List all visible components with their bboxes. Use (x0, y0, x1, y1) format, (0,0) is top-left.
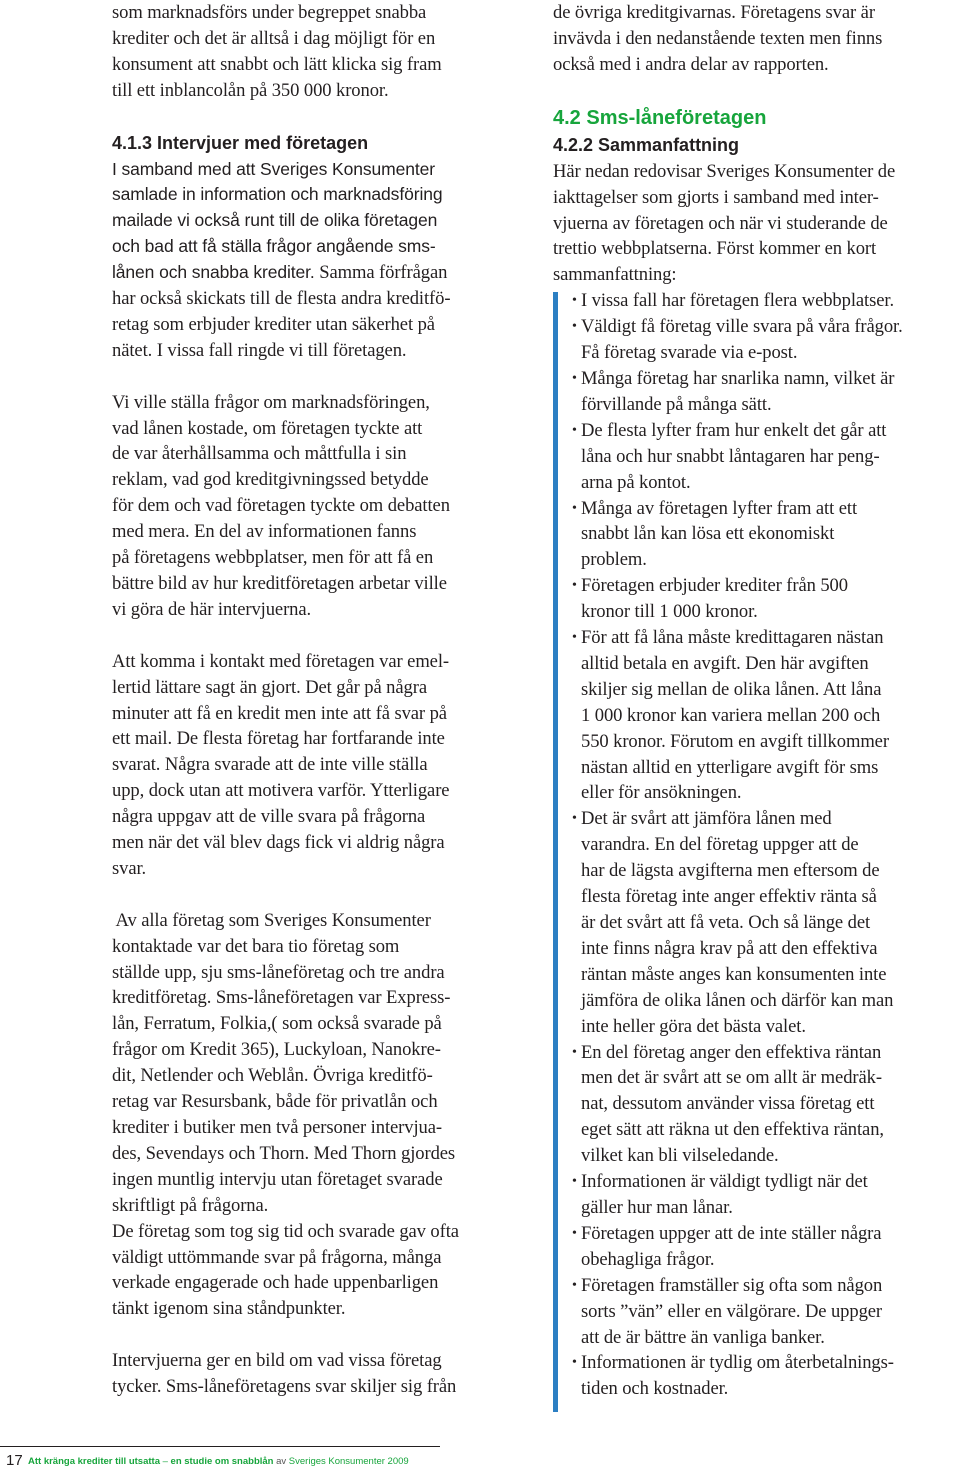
text-line: Av alla företag som Sveriges Konsumenter (112, 909, 431, 931)
bullet-line: jämföra de olika lånen och därför kan man (581, 989, 894, 1011)
bullet-line: Få företag svarade via e-post. (581, 342, 798, 364)
bullet-item (572, 573, 960, 625)
text-line: vjuerna av företagen och när vi studerande de (553, 212, 888, 234)
bullet-line: sorts ”vän” eller en välgörare. De uppger (581, 1300, 883, 1322)
bullet-item (572, 1350, 960, 1402)
text-line: vad lånen kostade, om företagen tyckte att (112, 417, 423, 439)
summary-bullet-list (553, 288, 960, 1402)
bullet-line: Det är svårt att jämföra lånen med (581, 808, 832, 830)
bullet-dot: • (572, 578, 577, 594)
bullet-line: att de är bättre än vanliga banker. (581, 1326, 825, 1348)
bullet-line: har de lägsta avgifterna men eftersom de (581, 860, 880, 882)
text-line: skriftligt på frågorna. (112, 1194, 269, 1216)
bullet-line: eller för ansökningen. (581, 782, 742, 804)
bullet-item (572, 1273, 960, 1351)
right-column (553, 0, 960, 1402)
bullet-item (572, 314, 960, 366)
bullet-line: alltid betala en avgift. Den här avgiften (581, 652, 869, 674)
bullet-dot: • (572, 1225, 577, 1241)
spacer (553, 78, 960, 104)
section-heading-4-1-3: 4.1.3 Intervjuer med företagen (112, 132, 369, 153)
footer-subtitle: en studie om snabblån (170, 1456, 274, 1467)
text-line: samlade in information och marknadsföring (112, 184, 443, 205)
bullet-line: En del företag anger den effektiva räntan (581, 1041, 882, 1063)
bullet-line: Företagen framställer sig ofta som någon (581, 1274, 883, 1296)
text-line: på företagens webbplatser, men för att få en (112, 547, 434, 569)
bullet-line: Företagen erbjuder krediter från 500 (581, 575, 848, 597)
text-line: bättre bild av hur kreditföretagen arbetar ville (112, 573, 447, 594)
text-line: ställde upp, sju sms-låneföretag och tre andra (112, 961, 445, 983)
text-line: som marknadsförs under begreppet snabba (112, 2, 427, 23)
companies-paragraph (112, 908, 528, 1323)
text-line: Vi ville ställa frågor om marknadsföringen, (112, 391, 430, 413)
bullet-line: 550 kronor. Förutom en avgift tillkommer (581, 730, 889, 752)
text-line: des, Sevendays och Thorn. Med Thorn gjordes (112, 1142, 456, 1164)
text-line: svar. (112, 857, 147, 879)
text-line: konsument att snabbt och lätt klicka sig fram (112, 53, 442, 75)
intro-paragraph (112, 0, 528, 104)
bullet-list-accent-bar (553, 292, 558, 1412)
text-line: trettio webbplatserna. Först kommer en kort (553, 238, 877, 260)
bullet-line: förvillande på många sätt. (581, 393, 772, 415)
bullet-line: gäller hur man lånar. (581, 1196, 733, 1218)
spacer (112, 1322, 528, 1348)
text-line: med mera. En del av informationen fanns (112, 521, 417, 543)
spacer (112, 364, 528, 390)
conclusion-paragraph (112, 1348, 528, 1400)
text-line: dit, Netlender och Weblån. Övriga kreditfö- (112, 1065, 433, 1087)
left-column (112, 0, 528, 1400)
spacer (112, 882, 528, 908)
bullet-line: Informationen är väldigt tydligt när det (581, 1171, 868, 1193)
text-line: ingen muntlig intervju utan företaget svarade (112, 1168, 443, 1190)
section-heading-4-2-2: 4.2.2 Sammanfattning (553, 134, 740, 155)
text-line: ett mail. De flesta företag har fortfarande inte (112, 728, 445, 750)
bullet-line: nästan alltid en ytterligare avgift för sms (581, 756, 879, 778)
text-line: lertid lättare sagt än gjort. Det går på några (112, 676, 427, 698)
text-line: väldigt uttömmande svar på frågorna, många (112, 1246, 442, 1268)
text-line: kontaktade var det bara tio företag som (112, 935, 400, 957)
bullet-dot: • (572, 370, 577, 386)
bullet-line: räntan måste anges kan konsumenten inte (581, 963, 887, 985)
page-footer (0, 1446, 960, 1473)
text-line: minuter att få en kredit men inte att få svar på (112, 702, 447, 724)
text-line: retag som erbjuder krediter utan säkerhet på (112, 313, 435, 335)
text-segment: lånen och snabba krediter. (112, 262, 315, 283)
bullet-item (572, 1040, 960, 1170)
footer-org: Sveriges Konsumenter 2009 (288, 1456, 409, 1467)
text-line: mailade vi också runt till de olika företagen (112, 210, 438, 231)
text-line: frågor om Kredit 365), Luckyloan, Nanokre- (112, 1039, 441, 1061)
bullet-line: arna på kontot. (581, 471, 691, 493)
text-segment: Samma förfrågan (314, 262, 448, 284)
bullet-line: låna och hur snabbt låntagaren har peng- (581, 445, 880, 467)
text-line: invävda i den nedanstående texten men finns (553, 27, 883, 49)
bullet-line: är det svårt att få veta. Och så länge det (581, 912, 871, 933)
bullet-dot: • (572, 319, 577, 335)
text-line: de övriga kreditgivarnas. Företagens svar är (553, 2, 875, 23)
bullet-item (572, 366, 960, 418)
bullet-dot: • (572, 630, 577, 646)
text-line: verkade engagerade och hade uppenbarligen (112, 1272, 439, 1294)
bullet-line: eget sätt att räkna ut den effektiva räntan, (581, 1119, 884, 1141)
bullet-line: inte heller göra det bästa valet. (581, 1015, 806, 1037)
bullet-dot: • (572, 1355, 577, 1371)
text-line: för dem och vad företagen tyckte om debatten (112, 495, 450, 517)
text-line: De företag som tog sig tid och svarade gav ofta (112, 1220, 459, 1242)
spacer (112, 623, 528, 649)
bullet-line: tiden och kostnader. (581, 1378, 729, 1400)
bullet-dot: • (572, 500, 577, 516)
contact-paragraph (112, 649, 528, 882)
bullet-line: skiljer sig mellan de olika lånen. Att låna (581, 678, 882, 700)
spacer (112, 104, 528, 130)
bullet-line: Många företag har snarlika namn, vilket är (581, 367, 895, 389)
text-line: krediter i butiker men två personer intervjua- (112, 1117, 442, 1138)
page-number: 17 (6, 1452, 23, 1469)
text-line: vi göra de här intervjuerna. (112, 598, 312, 620)
bullet-line: vilket kan bli vilseledande. (581, 1145, 779, 1167)
text-line: sammanfattning: (553, 264, 677, 286)
bullet-dot: • (572, 422, 577, 438)
text-line: tycker. Sms-låneföretagens svar skiljer sig från (112, 1376, 457, 1398)
bullet-line: För att få låna måste kredittagaren nästan (581, 627, 884, 649)
bullet-line: Väldigt få företag ville svara på våra frågor. (581, 316, 903, 338)
text-line: reklam, vad god kreditgivningssed betydde (112, 469, 429, 491)
bullet-item (572, 418, 960, 496)
text-line: retag var Resursbank, både för privatlån och (112, 1091, 438, 1113)
text-line: Att komma i kontakt med företagen var emel- (112, 650, 449, 672)
text-line: har också skickats till de flesta andra kreditfö- (112, 288, 451, 310)
mixed-line (112, 260, 528, 286)
questions-paragraph (112, 390, 528, 623)
footer-caption (28, 1456, 409, 1467)
footer-separator: – (159, 1456, 171, 1467)
text-line: upp, dock utan att motivera varför. Ytterligare (112, 780, 450, 802)
bullet-line: kronor till 1 000 kronor. (581, 601, 758, 623)
footer-title: Att kränga krediter till utsatta (28, 1456, 160, 1467)
text-line: men när det väl blev dags fick vi aldrig några (112, 832, 445, 854)
text-line: svarat. Några svarade att de inte ville ställa (112, 754, 428, 776)
text-line: Intervjuerna ger en bild om vad vissa företag (112, 1350, 442, 1372)
text-line: lån, Ferratum, Folkia,( som också svarade på (112, 1013, 442, 1035)
bullet-dot: • (572, 811, 577, 827)
section-heading-4-2: 4.2 Sms-låneföretagen (553, 106, 767, 129)
bullet-line: men det är svårt att se om allt är medräk- (581, 1067, 882, 1089)
summary-paragraph (553, 159, 960, 289)
text-line: kreditföretag. Sms-låneföretagen var Express- (112, 987, 451, 1009)
bullet-item (572, 288, 960, 314)
text-line: iakttagelser som gjorts i samband med inter- (553, 186, 879, 208)
bullet-line: I vissa fall har företagen flera webbplatser. (581, 290, 895, 312)
bullet-line: De flesta lyfter fram hur enkelt det går att (581, 419, 887, 441)
continuation-paragraph (553, 0, 960, 78)
bullet-item (572, 496, 960, 574)
bullet-line: snabbt lån kan lösa ett ekonomiskt (581, 523, 835, 545)
text-line: några uppgav att de ville svara på frågorna (112, 806, 426, 828)
text-line: till ett inblancolån på 350 000 kronor. (112, 79, 389, 101)
text-line: tänkt igenom sina ståndpunkter. (112, 1298, 346, 1320)
bullet-line: obehagliga frågor. (581, 1248, 715, 1270)
bullet-line: varandra. En del företag uppger att de (581, 834, 859, 856)
text-line: också med i andra delar av rapporten. (553, 53, 829, 75)
bullet-line: problem. (581, 549, 647, 571)
text-line: och bad att få ställa frågor angående sms- (112, 236, 436, 257)
bullet-line: 1 000 kronor kan variera mellan 200 och (581, 704, 881, 726)
bullet-dot: • (572, 1277, 577, 1293)
bullet-line: nat, dessutom använder vissa företag ett (581, 1093, 875, 1115)
bullet-line: inte finns några krav på att den effektiva (581, 937, 878, 959)
text-line: I samband med att Sveriges Konsumenter (112, 158, 436, 179)
bullet-dot: • (572, 293, 577, 309)
bullet-line: Företagen uppger att de inte ställer några (581, 1222, 882, 1244)
bullet-item (572, 806, 960, 1039)
bullet-item (572, 1221, 960, 1273)
text-line: nätet. I vissa fall ringde vi till företagen. (112, 339, 407, 361)
footer-rule (0, 1446, 440, 1447)
bullet-dot: • (572, 1174, 577, 1190)
text-line: de var återhållsamma och måttfulla i sin (112, 443, 407, 465)
bullet-line: Många av företagen lyfter fram att ett (581, 497, 858, 519)
bullet-item (572, 625, 960, 806)
bullet-line: flesta företag inte anger effektiv ränta så (581, 886, 877, 908)
bullet-dot: • (572, 1044, 577, 1060)
bullet-item (572, 1169, 960, 1221)
footer-by: av (273, 1456, 289, 1467)
bullet-line: Informationen är tydlig om återbetalnings- (581, 1352, 894, 1374)
text-line: Här nedan redovisar Sveriges Konsumenter de (553, 160, 896, 182)
interview-paragraph (112, 157, 528, 364)
text-line: krediter och det är alltså i dag möjligt för en (112, 27, 436, 49)
